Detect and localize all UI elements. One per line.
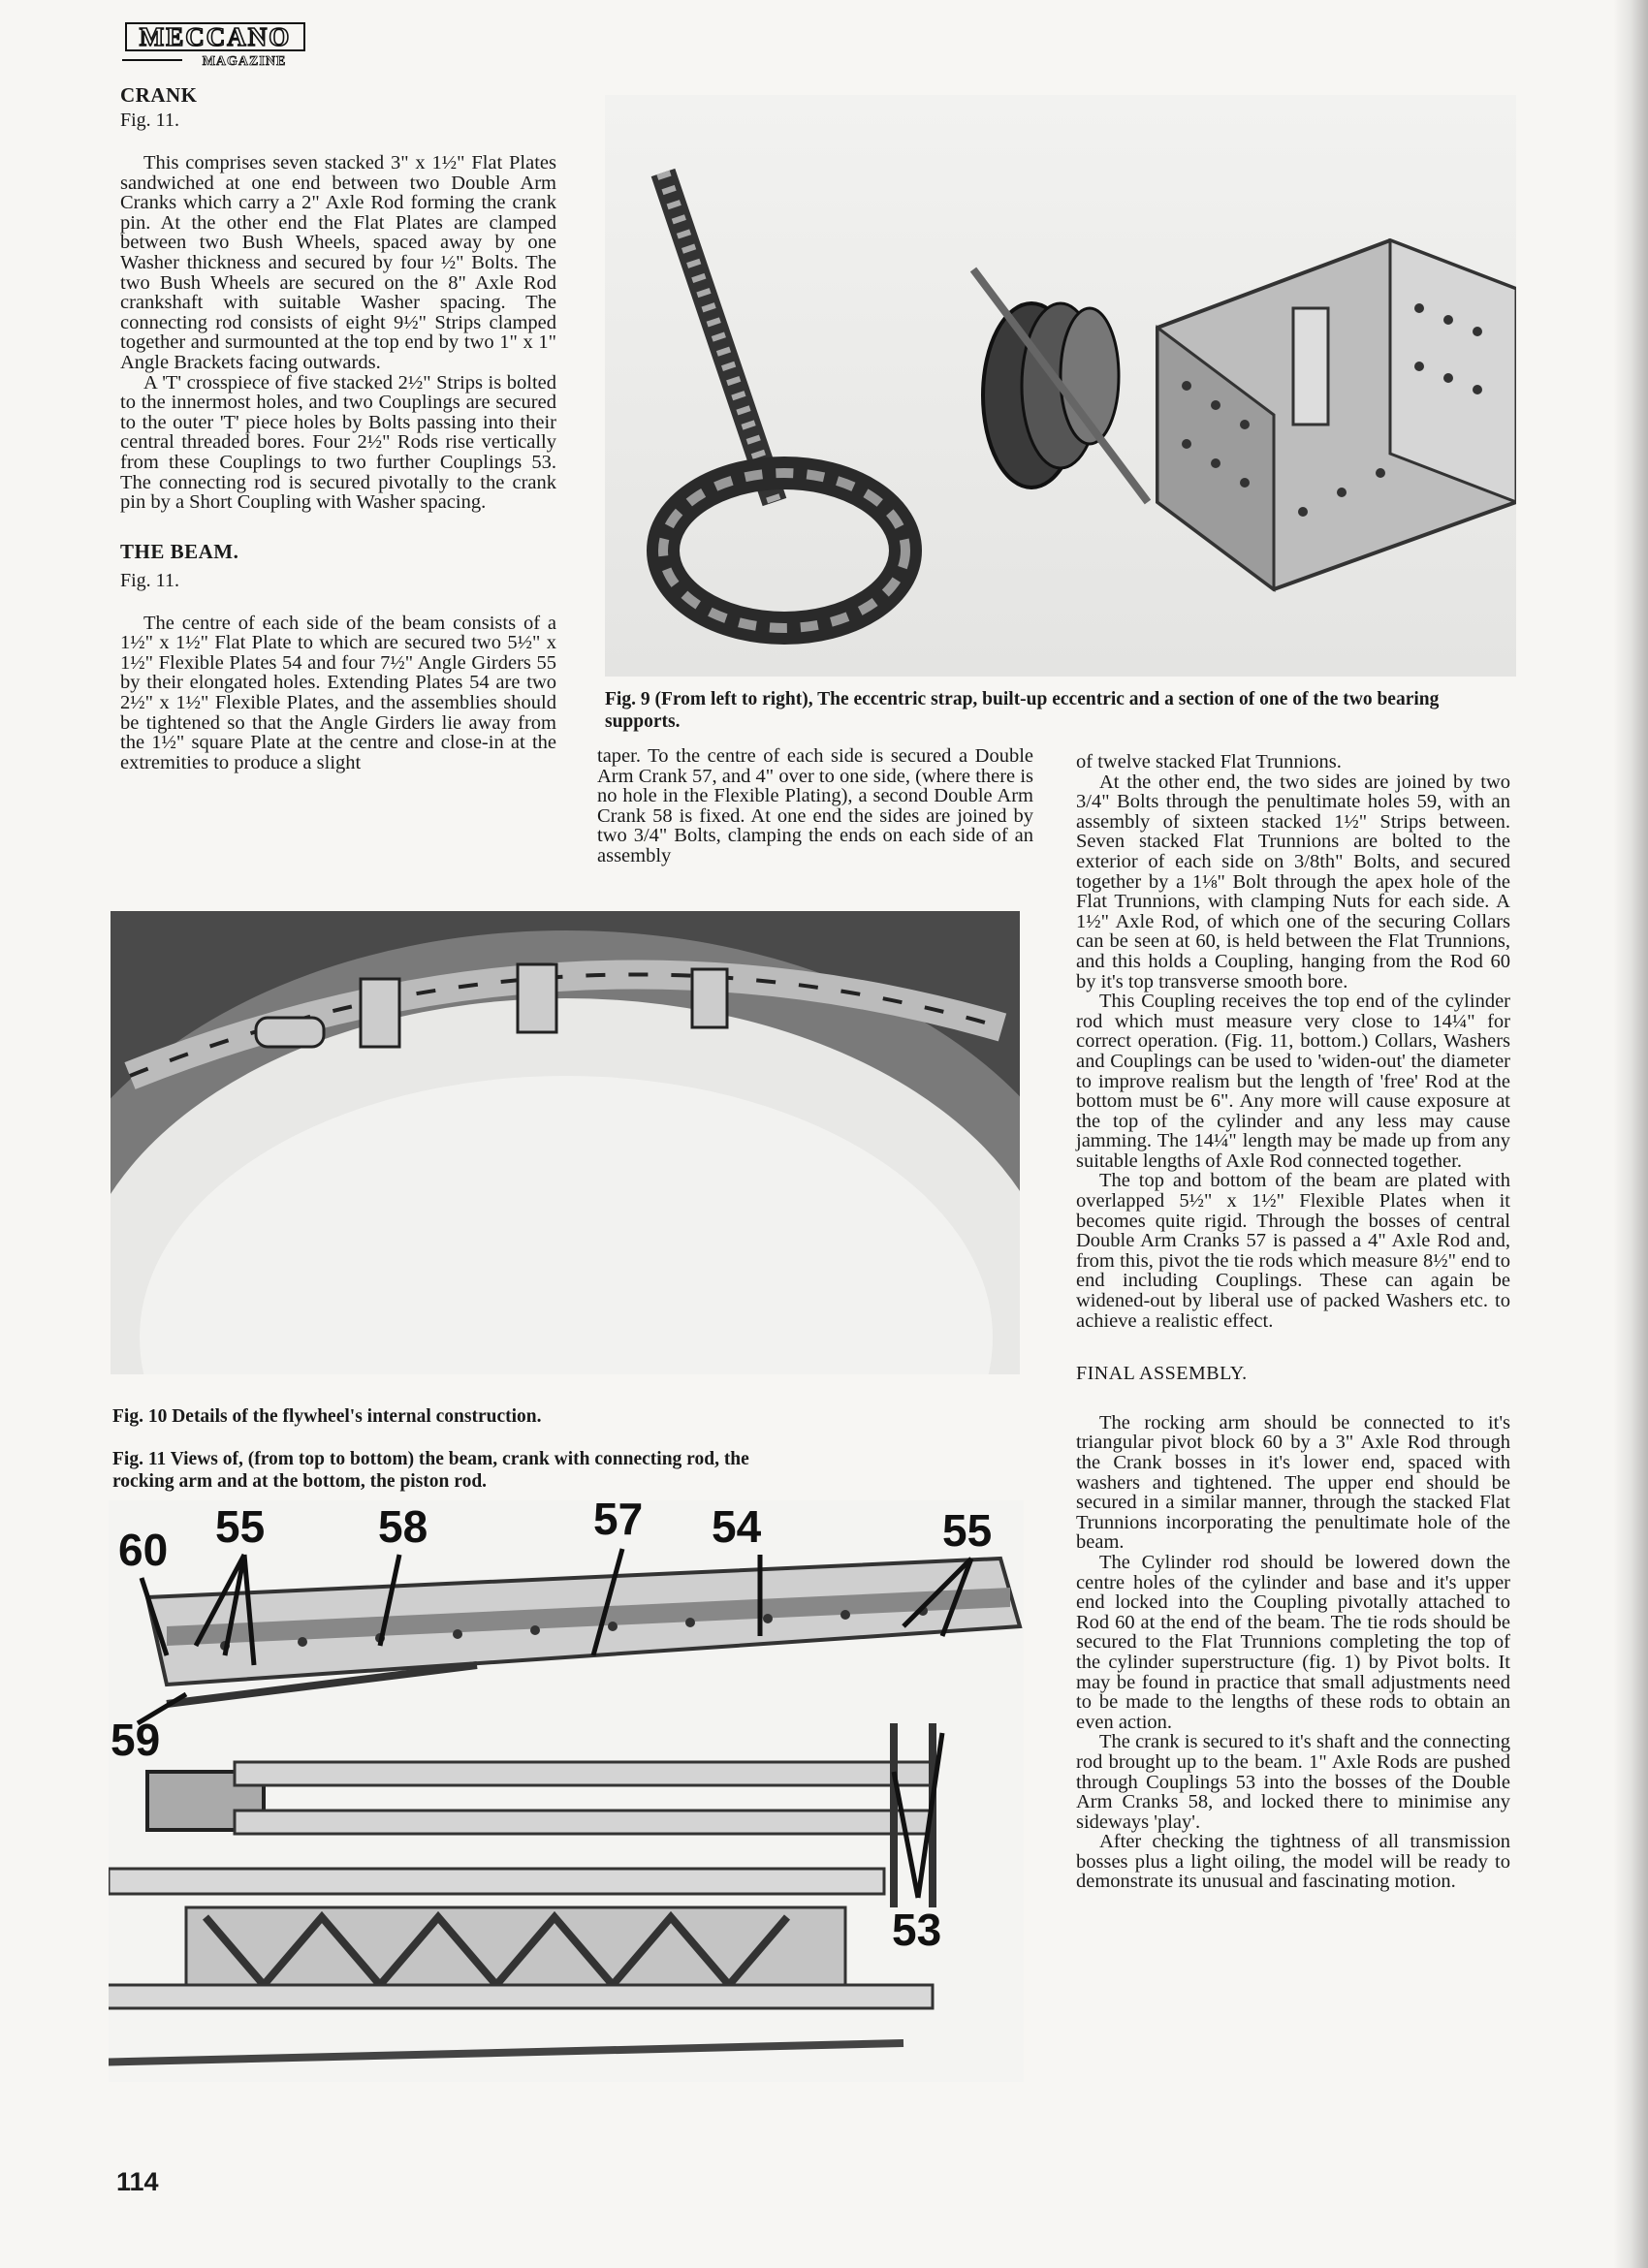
callout-label: 53	[892, 1905, 942, 1955]
callout-label: 60	[118, 1525, 169, 1575]
fig11-caption: Fig. 11 Views of, (from top to bottom) the beam, crank with connecting rod, the rocking arm and at the bottom, the piston rod.	[112, 1449, 749, 1492]
page-edge-shadow	[1613, 0, 1648, 2268]
right-column	[1076, 752, 1510, 1892]
middle-column	[597, 746, 1033, 866]
fig9-photo	[605, 95, 1516, 677]
callout-leader-lines	[109, 1500, 1024, 2082]
page-number: 114	[116, 2167, 159, 2196]
fig10-photo	[111, 911, 1020, 1374]
beam-figref: Fig. 11.	[120, 569, 179, 591]
fig10-illustration	[111, 911, 1020, 1374]
fig11-photo	[109, 1500, 1024, 2082]
crank-paragraph: This comprises seven stacked 3" x 1½" Flat Plates sandwiched at one end between two Double Arm Cranks which carry a 2" Axle Rod forming the crank pin. At the other end the Flat Plates are clamped between two Bush Wheels, spaced away by one Washer thickness and secured by four ½" Bolts. The two Bush Wheels are secured on the 8" Axle Rod crankshaft with suitable Washer spacing. The connecting rod consists of eight 9½" Strips clamped together and surmounted at the top end by two 1" x 1" Angle Brackets facing outwards.	[120, 152, 556, 373]
svg-text:MECCANO: MECCANO	[139, 22, 292, 51]
right-paragraph: At the other end, the two sides are joined by two 3/4" Bolts through the penultimate holes 59, with an assembly of sixteen stacked 1½" Strips between. Seven stacked Flat Trunnions are bolted to the exterior of each side on 3/8th" Bolts, and secured together by a 1⅛" Bolt through the apex hole of the Flat Trunnions, with clamping Nuts for each side. A 1½" Axle Rod, of which one of the securing Collars can be seen at 60, is held between the Flat Trunnions, and this holds a Coupling, hanging from the Rod 60 by it's top transverse smooth bore.	[1076, 771, 1510, 992]
fig9-illustration	[605, 95, 1516, 677]
crank-body	[120, 153, 556, 513]
meccano-logo-graphic	[120, 21, 310, 68]
callout-label: 57	[593, 1500, 644, 1544]
middle-paragraph: taper. To the centre of each side is secured a Double Arm Crank 57, and 4" over to one side, (where there is no hole in the Flexible Plating), a second Double Arm Crank 58 is fixed. At one end the sides are joined by two 3/4" Bolts, clamping the ends on each side of an assembly	[597, 745, 1033, 866]
final-paragraph: The rocking arm should be connected to it's triangular pivot block 60 by a 3" Axle Rod through the Crank bosses in it's lower end, spaced with washers and tightened. The upper end should be secured in a similar manner, through the stacked Flat Trunnions incorporating the penultimate hole of the beam.	[1076, 1411, 1510, 1554]
beam-heading: THE BEAM.	[120, 539, 239, 563]
masthead-logo	[120, 21, 310, 68]
callout-label: 55	[942, 1505, 993, 1556]
right-paragraph: This Coupling receives the top end of the cylinder rod which must measure very close to 14¼" for correct operation. (Fig. 11, bottom.) Collars, Washers and Couplings can be used to 'widen-out' the diameter to improve realism but the length of 'free' Rod at the bottom must be 6". Any more will cause exposure at the top of the cylinder and any less may cause jamming. The 14¼" length may be made up from any suitable lengths of Axle Rod connected together.	[1076, 991, 1510, 1172]
crank-figref: Fig. 11.	[120, 110, 179, 131]
callout-label: 59	[111, 1715, 161, 1765]
final-paragraph: After checking the tightness of all transmission bosses plus a light oiling, the model will be ready to demonstrate its unusual and fascinating motion.	[1076, 1831, 1510, 1893]
callout-label: 58	[378, 1501, 428, 1552]
right-paragraph: The top and bottom of the beam are plated with overlapped 5½" x 1½" Flexible Plates when it becomes quite rigid. Through the bosses of central Double Arm Cranks 57 is passed a 4" Axle Rod and, from this, pivot the tie rods which measure 8½" end to end including Couplings. These can again be widened-out by liberal use of packed Washers etc. to achieve a realistic effect.	[1076, 1170, 1510, 1332]
callout-label: 55	[215, 1501, 266, 1552]
final-paragraph: The Cylinder rod should be lowered down the centre holes of the cylinder and base and it's upper end locked into the Coupling pivotally attached to Rod 60 at the end of the beam. The tie rods should be secured to the Flat Trunnions completing the top of the cylinder superstructure (fig. 1) by Pivot bolts. It may be found in practice that small adjustments need to be made to the lengths of these rods to obtain an even action.	[1076, 1551, 1510, 1733]
beam-body	[120, 614, 556, 773]
fig9-caption: Fig. 9 (From left to right), The eccentric strap, built-up eccentric and a section of one of the two bearing supports.	[605, 689, 1440, 732]
callout-label: 54	[712, 1501, 762, 1552]
right-paragraph: of twelve stacked Flat Trunnions.	[1076, 751, 1342, 772]
crank-heading: CRANK	[120, 83, 198, 107]
final-assembly-heading: FINAL ASSEMBLY.	[1076, 1363, 1248, 1385]
fig10-caption: Fig. 10 Details of the flywheel's internal construction.	[112, 1406, 542, 1427]
crank-paragraph: A 'T' crosspiece of five stacked 2½" Strips is bolted to the innermost holes, and two Couplings are secured to the outer 'T' piece holes by Bolts passing into their central threaded bores. Four 2½" Rods rise vertically from these Couplings to two further Couplings 53. The connecting rod is secured pivotally to the crank pin by a Short Coupling with Washer spacing.	[120, 371, 556, 514]
svg-text:MAGAZINE: MAGAZINE	[202, 54, 287, 68]
beam-paragraph: The centre of each side of the beam consists of a 1½" x 1½" Flat Plate to which are secured two 5½" x 1½" Flexible Plates 54 and four 7½" Angle Girders 55 by their elongated holes. Extending Plates 54 are two 2½" x 1½" Flexible Plates, and the assemblies should be tightened so that the Angle Girders lie away from the 1½" square Plate at the centre and close-in at the extremities to produce a slight	[120, 612, 556, 773]
final-paragraph: The crank is secured to it's shaft and the connecting rod brought up to the beam. 1" Axle Rods are pushed through Couplings 53 into the bosses of the Double Arm Cranks 58, and locked there to minimise any sideways 'play'.	[1076, 1731, 1510, 1833]
crank-section	[120, 83, 556, 772]
